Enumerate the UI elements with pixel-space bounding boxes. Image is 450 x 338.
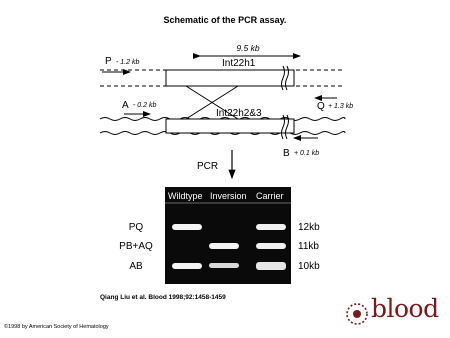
gel-col-wildtype: Wildtype	[168, 191, 203, 201]
band-carrier-ab	[256, 262, 286, 270]
blood-logo: blood	[371, 294, 439, 323]
int22h23-label: Int22h2&3	[216, 108, 262, 119]
band-carrier-pq	[256, 224, 286, 230]
span-label: 9.5 kb	[236, 43, 260, 53]
primer-b-distance: + 0.1 kb	[294, 150, 320, 157]
int22h23-box	[166, 119, 294, 133]
primer-p: P	[105, 56, 112, 67]
band-inversion-pbaq	[209, 243, 239, 249]
band-carrier-pbaq	[256, 243, 286, 249]
gel-row-pbaq: PB+AQ	[119, 241, 153, 252]
primer-a: A	[122, 100, 129, 111]
figure-title: Schematic of the PCR assay.	[163, 15, 287, 25]
gel-col-inversion: Inversion	[210, 191, 247, 201]
int22h1-box	[166, 70, 294, 86]
primer-a-distance: - 0.2 kb	[133, 102, 157, 109]
citation: Qiang Liu et al. Blood 1998;92:1458-1459	[100, 294, 226, 301]
pcr-label: PCR	[197, 161, 219, 172]
copyright: ©1998 by American Society of Hematology	[4, 324, 109, 330]
primer-q-distance: + 1.3 kb	[328, 103, 354, 110]
gel-row-pq: PQ	[128, 222, 144, 233]
gel-row-ab: AB	[129, 261, 143, 272]
band-wildtype-pq	[172, 224, 202, 230]
primer-p-distance: - 1.2 kb	[116, 59, 140, 66]
gel-size-11kb: 11kb	[298, 241, 319, 252]
gel-size-12kb: 12kb	[298, 222, 320, 233]
primer-q: Q	[317, 101, 325, 112]
gel-col-carrier: Carrier	[256, 191, 284, 201]
band-wildtype-ab	[172, 263, 202, 269]
blood-drop-icon	[347, 304, 367, 324]
gel-size-10kb: 10kb	[298, 261, 320, 272]
int22h1-label: Int22h1	[222, 58, 256, 69]
primer-b: B	[283, 148, 290, 159]
band-inversion-ab	[209, 263, 239, 268]
